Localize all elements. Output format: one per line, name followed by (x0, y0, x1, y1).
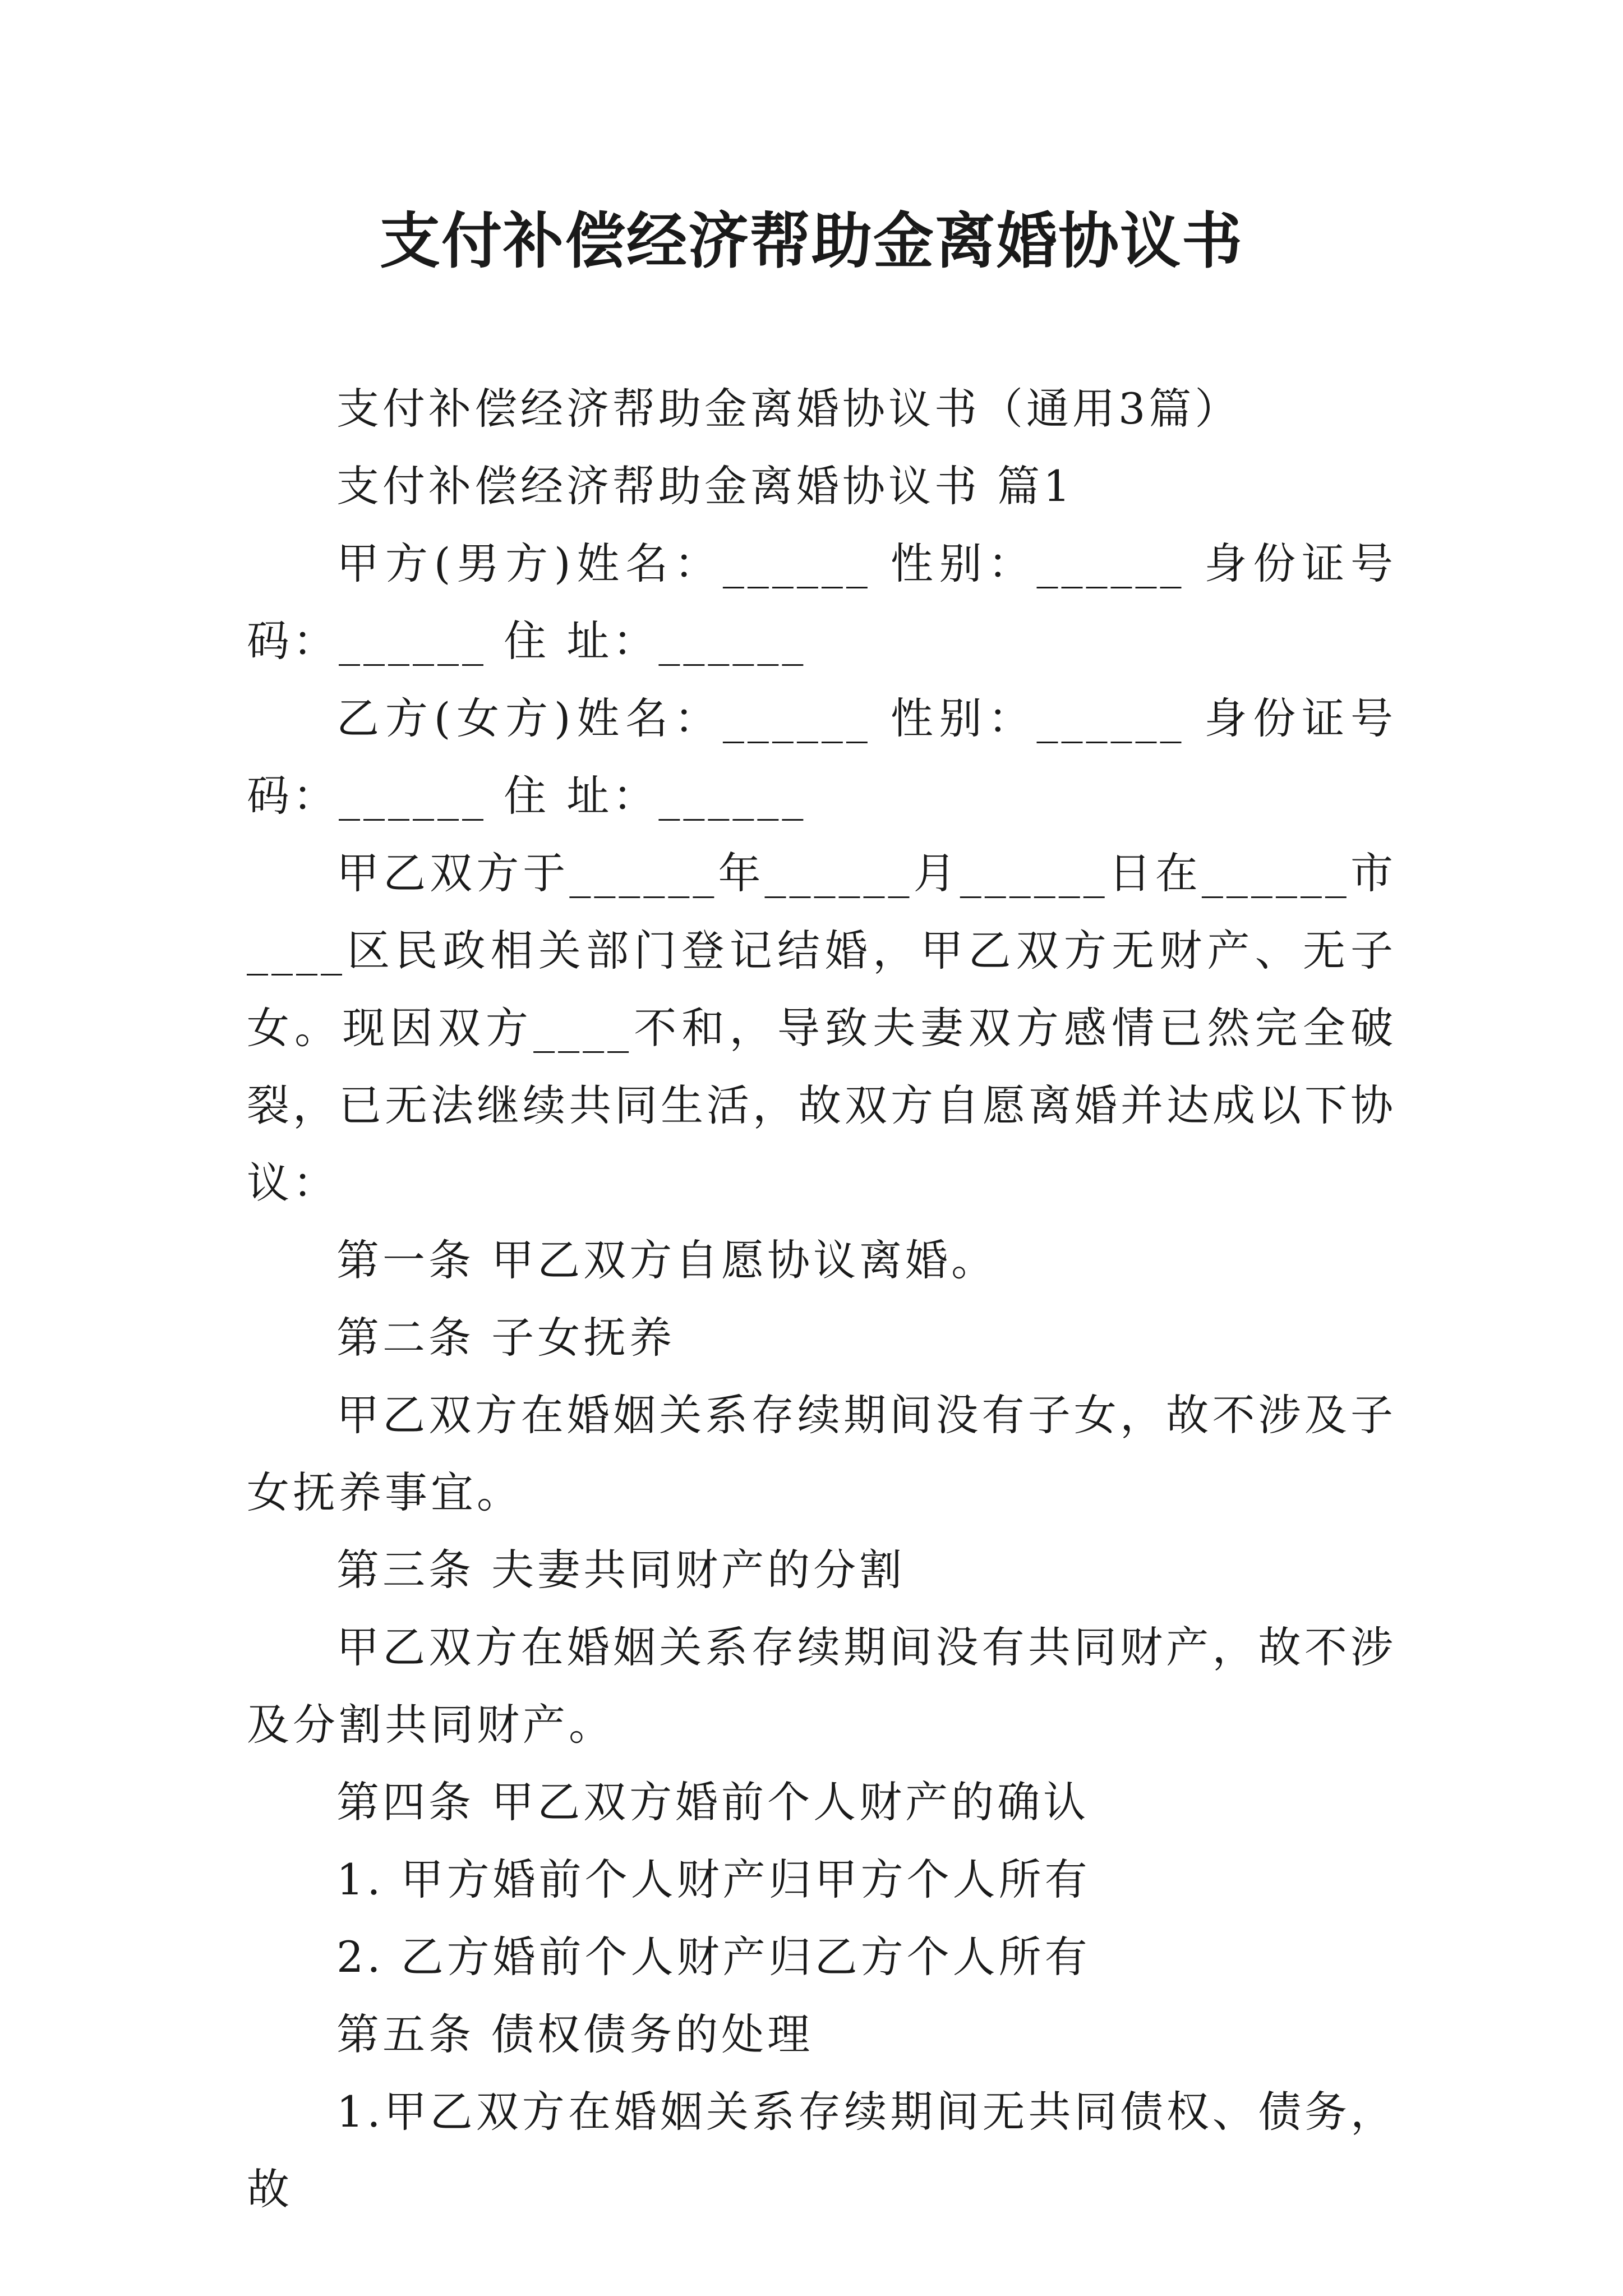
article-4-heading: 第四条 甲乙双方婚前个人财产的确认 (336, 1777, 1090, 1827)
article-5-heading: 第五条 债权债务的处理 (336, 2009, 814, 2059)
collection-heading: 支付补偿经济帮助金离婚协议书（通用3篇） (336, 384, 1241, 434)
document-body (247, 370, 1396, 2228)
article-3-body: 甲乙双方在婚姻关系存续期间没有共同财产，故不涉及分割共同财产。 (247, 1622, 1396, 1750)
party-b-info: 乙方(女方)姓名：______ 性别：______ 身份证号码：______ 住 址：______ (247, 693, 1396, 821)
article-2-heading: 第二条 子女抚养 (336, 1313, 676, 1363)
article-5-item-1: 1.甲乙双方在婚姻关系存续期间无共同债权、债务，故 (247, 2087, 1396, 2214)
article-4-item-1: 1. 甲方婚前个人财产归甲方个人所有 (336, 1855, 1091, 1904)
article-1: 第一条 甲乙双方自愿协议离婚。 (336, 1235, 998, 1285)
marriage-background: 甲乙双方于______年______月______日在______市____区民政相关部门登记结婚，甲乙双方无财产、无子女。现因双方____不和，导致夫妻双方感情已然完全破裂，已无法继续共同生活，故双方自愿离婚并达成以下协议： (247, 848, 1396, 1208)
article-2-body: 甲乙双方在婚姻关系存续期间没有子女，故不涉及子女抚养事宜。 (247, 1390, 1396, 1517)
section-heading: 支付补偿经济帮助金离婚协议书 篇1 (336, 461, 1074, 511)
party-a-info: 甲方(男方)姓名：______ 性别：______ 身份证号码：______ 住 址：______ (247, 539, 1396, 666)
article-3-heading: 第三条 夫妻共同财产的分割 (336, 1545, 906, 1595)
article-4-item-2: 2. 乙方婚前个人财产归乙方个人所有 (336, 1932, 1091, 1982)
document-title: 支付补偿经济帮助金离婚协议书 (379, 206, 1243, 277)
